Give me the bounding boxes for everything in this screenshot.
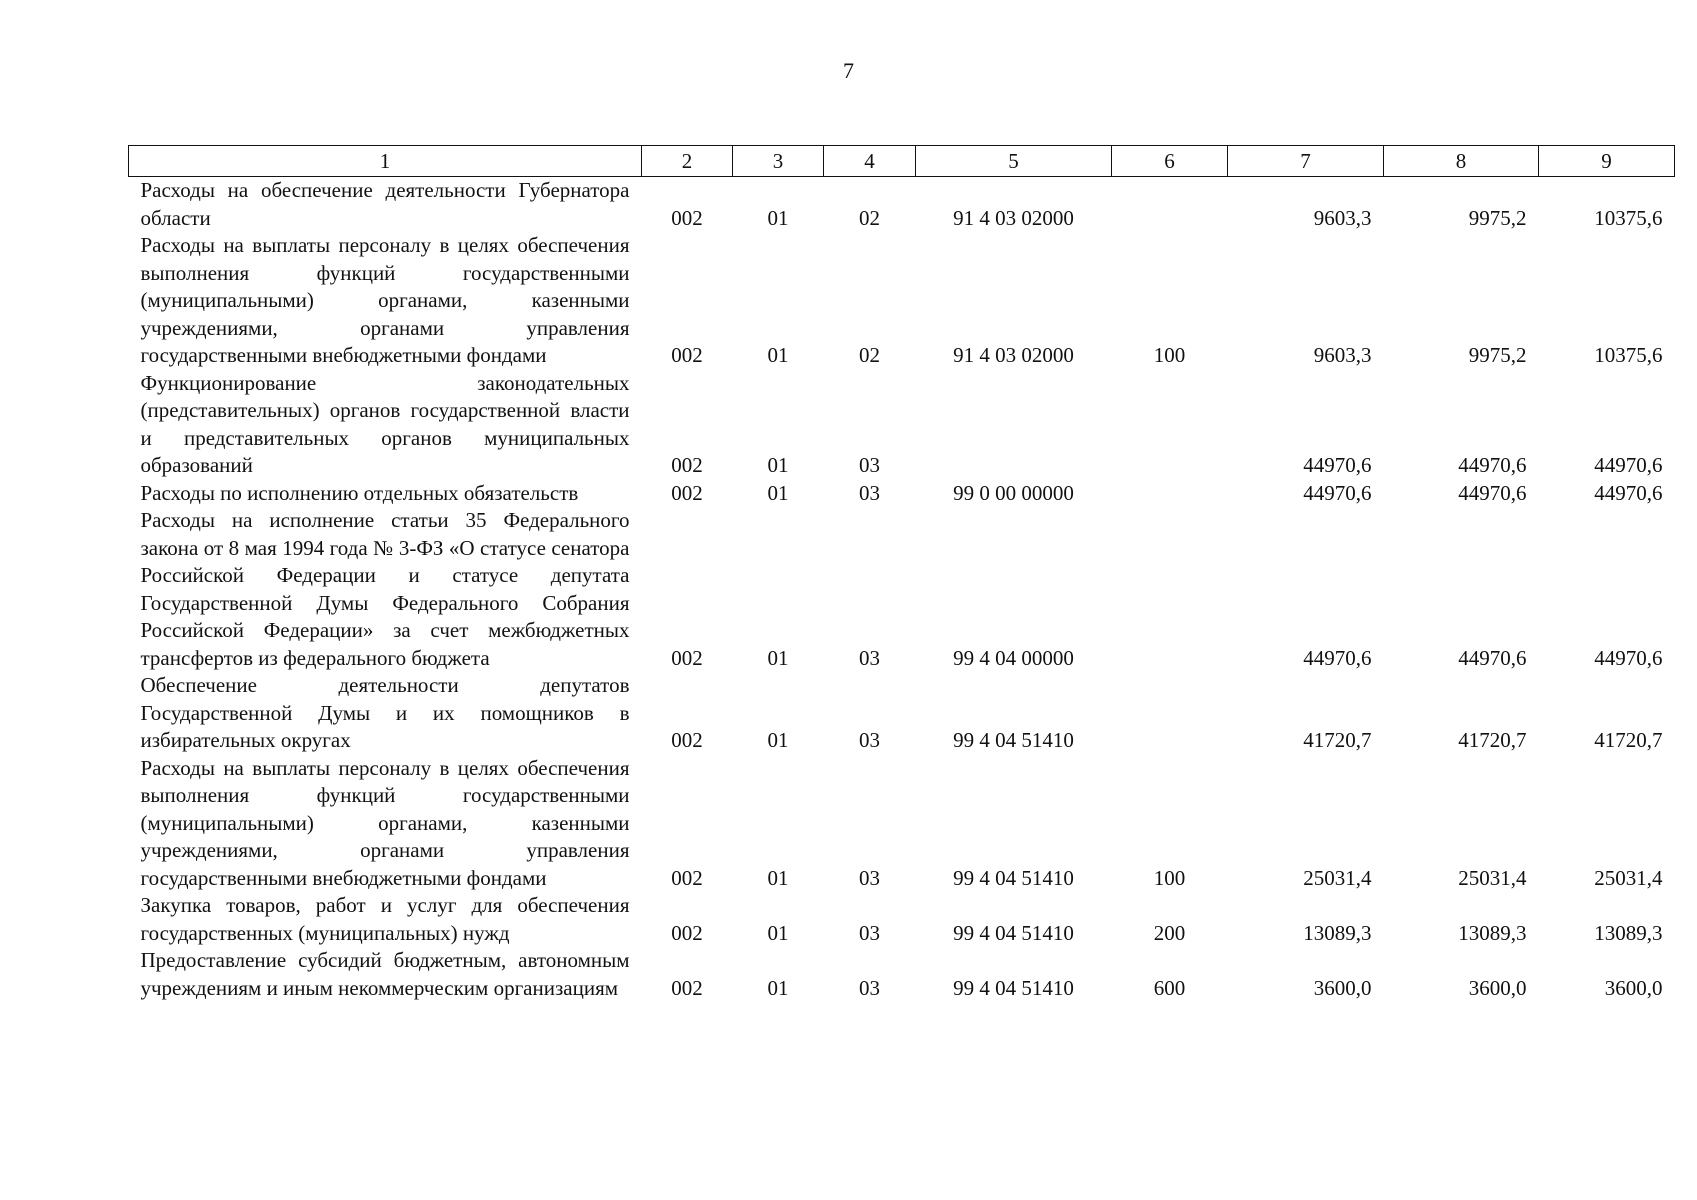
amount-col9: 3600,0 bbox=[1604, 975, 1663, 1000]
table-row bbox=[129, 480, 1675, 508]
expense-type-code: 100 bbox=[1153, 343, 1186, 367]
department-code: 002 bbox=[671, 975, 703, 1000]
department-code: 002 bbox=[671, 645, 703, 670]
section-code: 01 bbox=[767, 865, 789, 890]
section-code: 01 bbox=[767, 645, 789, 670]
subsection-code: 03 bbox=[859, 453, 880, 477]
amount-col7: 41720,7 bbox=[1303, 728, 1372, 752]
subsection-code: 03 bbox=[859, 920, 880, 945]
table-row bbox=[129, 370, 1675, 480]
department-code: 002 bbox=[671, 920, 703, 945]
target-article-code: 99 4 04 51410 bbox=[953, 865, 1074, 890]
amount-col9: 44970,6 bbox=[1594, 645, 1663, 670]
table-row bbox=[129, 892, 1675, 947]
expense-name: Расходы по исполнению отдельных обязательств bbox=[140, 480, 579, 505]
amount-col7: 44970,6 bbox=[1303, 453, 1372, 477]
expense-type-code bbox=[1112, 177, 1228, 233]
section-code: 01 bbox=[767, 480, 789, 505]
target-article-code: 99 4 04 51410 bbox=[953, 728, 1074, 752]
column-header: 4 bbox=[824, 146, 916, 177]
column-header: 7 bbox=[1228, 146, 1384, 177]
table-row bbox=[129, 232, 1675, 370]
section-code: 01 bbox=[767, 453, 789, 477]
target-article-code: 99 0 00 00000 bbox=[953, 480, 1074, 505]
budget-table bbox=[128, 145, 1675, 1002]
amount-col7: 9603,3 bbox=[1313, 205, 1372, 230]
amount-col8: 44970,6 bbox=[1458, 645, 1527, 670]
department-code: 002 bbox=[671, 453, 703, 477]
expense-name: Расходы на выплаты персоналу в целях обеспечения выполнения функций государственными (муниципальными) органами, казенными учреждениями, органами управления государственными внебюджетными фондами bbox=[140, 233, 630, 367]
column-header: 5 bbox=[916, 146, 1112, 177]
expense-name: Закупка товаров, работ и услуг для обеспечения государственных (муниципальных) нужд bbox=[140, 893, 630, 945]
amount-col9: 44970,6 bbox=[1594, 480, 1663, 505]
column-header: 8 bbox=[1384, 146, 1539, 177]
amount-col7: 9603,3 bbox=[1313, 343, 1372, 367]
expense-name: Расходы на обеспечение деятельности Губернатора области bbox=[140, 178, 630, 230]
target-article-code: 99 4 04 51410 bbox=[953, 975, 1074, 1000]
table-row bbox=[129, 755, 1675, 893]
expense-name: Функционирование законодательных (представительных) органов государственной власти и представительных органов муниципальных образований bbox=[140, 370, 630, 477]
amount-col9: 41720,7 bbox=[1594, 728, 1663, 752]
section-code: 01 bbox=[767, 975, 789, 1000]
expense-type-code bbox=[1112, 480, 1228, 508]
subsection-code: 03 bbox=[859, 975, 880, 1000]
expense-type-code: 100 bbox=[1153, 865, 1186, 890]
expense-name: Расходы на выплаты персоналу в целях обеспечения выполнения функций государственными (муниципальными) органами, казенными учреждениями, органами управления государственными внебюджетными фондами bbox=[140, 755, 630, 890]
expense-name: Расходы на исполнение статьи 35 Федерального закона от 8 мая 1994 года № 3-ФЗ «О статусе сенатора Российской Федерации и статусе депутата Государственной Думы Федерального Собрания Российской Федерации» за счет межбюджетных трансфертов из федерального бюджета bbox=[140, 508, 630, 670]
section-code: 01 bbox=[767, 205, 789, 230]
amount-col8: 44970,6 bbox=[1458, 480, 1527, 505]
amount-col7: 44970,6 bbox=[1303, 645, 1372, 670]
amount-col7: 25031,4 bbox=[1303, 865, 1372, 890]
column-header: 2 bbox=[642, 146, 733, 177]
department-code: 002 bbox=[671, 728, 703, 752]
amount-col7: 3600,0 bbox=[1313, 975, 1372, 1000]
column-header: 3 bbox=[733, 146, 824, 177]
expense-type-code bbox=[1112, 672, 1228, 755]
expense-name: Обеспечение деятельности депутатов Государственной Думы и их помощников в избирательных округах bbox=[140, 673, 630, 752]
amount-col7: 44970,6 bbox=[1303, 480, 1372, 505]
amount-col7: 13089,3 bbox=[1303, 920, 1372, 945]
target-article-code: 99 4 04 00000 bbox=[953, 645, 1074, 670]
column-header: 9 bbox=[1539, 146, 1675, 177]
amount-col8: 41720,7 bbox=[1458, 728, 1527, 752]
section-code: 01 bbox=[767, 343, 789, 367]
target-article-code: 91 4 03 02000 bbox=[953, 343, 1074, 367]
department-code: 002 bbox=[671, 205, 703, 230]
section-code: 01 bbox=[767, 728, 789, 752]
amount-col8: 25031,4 bbox=[1458, 865, 1527, 890]
department-code: 002 bbox=[671, 865, 703, 890]
expense-type-code bbox=[1112, 507, 1228, 672]
section-code: 01 bbox=[767, 920, 789, 945]
amount-col8: 13089,3 bbox=[1458, 920, 1527, 945]
amount-col8: 44970,6 bbox=[1458, 453, 1527, 477]
table-row bbox=[129, 507, 1675, 672]
subsection-code: 03 bbox=[859, 645, 880, 670]
amount-col9: 44970,6 bbox=[1594, 453, 1663, 477]
expense-type-code: 200 bbox=[1153, 920, 1186, 945]
target-article-code: 99 4 04 51410 bbox=[953, 920, 1074, 945]
target-article-code bbox=[916, 370, 1112, 480]
amount-col8: 3600,0 bbox=[1468, 975, 1527, 1000]
table-row bbox=[129, 947, 1675, 1002]
expense-type-code bbox=[1112, 370, 1228, 480]
subsection-code: 02 bbox=[859, 205, 880, 230]
department-code: 002 bbox=[671, 480, 703, 505]
amount-col9: 13089,3 bbox=[1594, 920, 1663, 945]
table-row bbox=[129, 177, 1675, 233]
page-number: 7 bbox=[843, 58, 854, 83]
amount-col9: 25031,4 bbox=[1594, 865, 1663, 890]
amount-col9: 10375,6 bbox=[1594, 343, 1663, 367]
subsection-code: 02 bbox=[859, 343, 880, 367]
header-row bbox=[129, 146, 1675, 177]
subsection-code: 03 bbox=[859, 480, 880, 505]
subsection-code: 03 bbox=[859, 865, 880, 890]
amount-col8: 9975,2 bbox=[1468, 343, 1527, 367]
amount-col8: 9975,2 bbox=[1468, 205, 1527, 230]
amount-col9: 10375,6 bbox=[1594, 205, 1663, 230]
target-article-code: 91 4 03 02000 bbox=[953, 205, 1074, 230]
column-header: 6 bbox=[1112, 146, 1228, 177]
department-code: 002 bbox=[671, 343, 703, 367]
table-row bbox=[129, 672, 1675, 755]
expense-name: Предоставление субсидий бюджетным, автономным учреждениям и иным некоммерческим организациям bbox=[140, 948, 630, 1000]
subsection-code: 03 bbox=[859, 728, 880, 752]
column-header: 1 bbox=[129, 146, 642, 177]
expense-type-code: 600 bbox=[1153, 975, 1186, 1000]
